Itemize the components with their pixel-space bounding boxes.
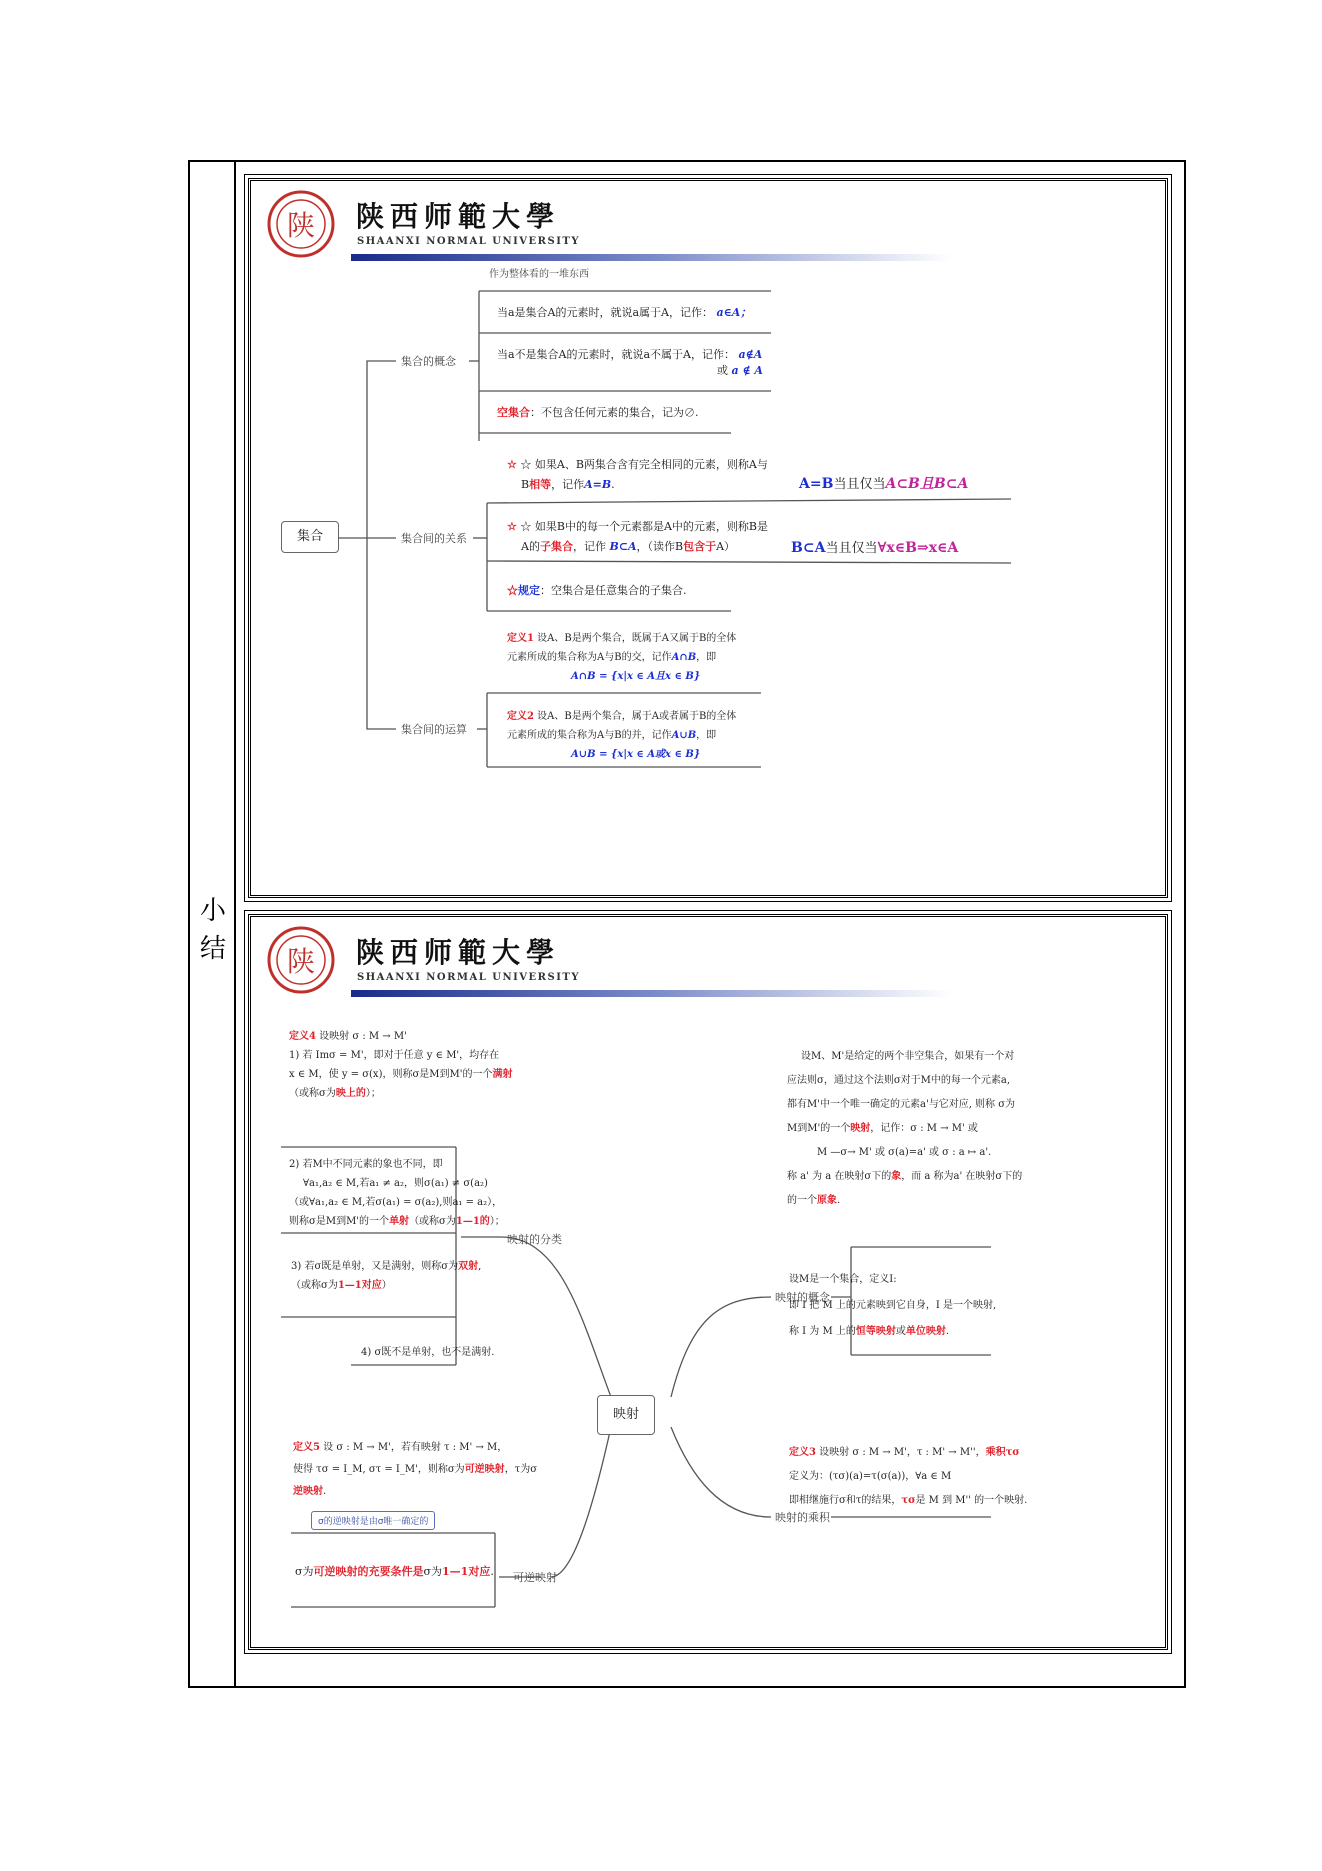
operation-union (507, 707, 736, 764)
union-def-end: ，即 (696, 730, 717, 741)
injection-line4a: 则称σ是M到M'的一个 (289, 1216, 390, 1227)
union-def-label: 定义2 (507, 711, 534, 722)
surjection-term: 满射 (492, 1069, 513, 1080)
relation-subset-term: 子集合 (539, 540, 573, 553)
concept-not-belongs-symbol: a∉A (738, 348, 763, 361)
relation-subset-pre: A的 (521, 540, 540, 553)
root-node-sets: 集合 (281, 521, 339, 553)
identity-line3b: 或 (895, 1326, 906, 1337)
mapping-def-line7a: 的一个 (787, 1195, 817, 1206)
def3-line2: 定义为：(τσ)(a)=τ(σ(a))，∀a ∈ M (789, 1471, 952, 1482)
union-def-line2: 元素所成的集合称为A与B的并，记作 (507, 730, 672, 741)
mapping-definition (787, 1045, 1022, 1213)
university-name-en-2: SHAANXI NORMAL UNIVERSITY (357, 972, 580, 983)
branch-classification: 映射的分类 (507, 1233, 562, 1246)
slide-sets (248, 178, 1168, 898)
relation-subset: ☆ ☆ 如果B中的每一个元素都是A中的元素，则称B是 A的子集合，记作 B⊂A，（读作B包含于A） (507, 520, 768, 553)
concept-belongs-symbol: a∈A； (716, 306, 752, 319)
unit-mapping-term: 单位映射 (905, 1326, 946, 1337)
mapping-def-line7b: . (837, 1195, 841, 1206)
branch-inverse-mapping: 可逆映射 (513, 1571, 557, 1584)
identity-line3c: . (945, 1326, 950, 1337)
relation-subset-post: ，（读作B (636, 540, 684, 553)
identity-line1: 设M是一个集合，定义I: (789, 1274, 897, 1285)
relation-rule (507, 581, 687, 601)
relation-equal-post: ，记作 (551, 478, 585, 491)
svg-text:陕: 陕 (286, 209, 316, 242)
intersection-def-line2: 元素所成的集合称为A与B的交，记作 (507, 652, 672, 663)
branch-concept: 集合的概念 (401, 355, 456, 368)
university-name-cn: 陕西师範大學 (356, 200, 561, 233)
mapping-def-line5: M —σ→ M' 或 σ(a)=a' 或 σ : a ↦ a'. (817, 1147, 992, 1158)
bijection-line2a: （或称σ为 (291, 1280, 338, 1291)
def5-line2a: 使得 τσ = I_M, στ = I_M'，则称σ为 (293, 1464, 465, 1475)
identity-line3a: 称 I 为 M 上的 (789, 1326, 856, 1337)
identity-line2: 即 I 把 M 上的元素映到它自身，I 是一个映射, (789, 1300, 997, 1311)
concept-not-belongs-symbol-alt: a ∉ A (731, 364, 763, 377)
def3-line3a: 即相继施行σ和τ的结果， (789, 1495, 902, 1506)
relation-equal-side-b: 当且仅当 (833, 477, 886, 492)
union-symbol: A∪B (671, 730, 697, 741)
injection-line1: 2) 若M中不同元素的象也不同，即 (289, 1159, 443, 1170)
branch-mapping-concept: 映射的概念 (775, 1291, 830, 1304)
concept-empty-set (497, 403, 699, 423)
inverse-term: 逆映射 (293, 1486, 323, 1497)
concept-not-belongs-alt (717, 361, 763, 381)
inv-cond-b: σ为 (423, 1565, 443, 1578)
relation-subset-side-c: ∀x∈B⇒x∈A (877, 540, 959, 556)
empty-set-label: 空集合 (497, 406, 530, 419)
inv-cond-term2: 1—1对应 (442, 1565, 491, 1578)
concept-belongs-text: 当a是集合A的元素时，就说a属于A，记作： (497, 306, 714, 319)
empty-set-text: ：不包含任何元素的集合，记为∅. (530, 406, 699, 419)
relation-rule-text: ：空集合是任意集合的子集合. (540, 584, 687, 597)
def5-line2b: ，τ为σ (504, 1464, 538, 1475)
def3-line3b: 是 M 到 M'' 的一个映射. (915, 1495, 1028, 1506)
summary-label-cell (190, 162, 236, 1686)
svg-text:陕: 陕 (286, 945, 316, 978)
bijection-line2b: ） (381, 1280, 392, 1291)
identity-mapping (789, 1267, 996, 1345)
def3-label: 定义3 (789, 1447, 816, 1458)
bijection-line1a: 3) 若σ既是单射，又是满射，则称σ为 (291, 1261, 459, 1272)
product-term: 乘积τσ (985, 1447, 1020, 1458)
relation-subset-mid: ，记作 (572, 540, 606, 553)
mapping-def-line1: 设M、M'是给定的两个非空集合，如果有一个对 (801, 1051, 1015, 1062)
relation-equal-line1: ☆ 如果A、B两集合含有完全相同的元素，则称A与 (520, 458, 768, 471)
invertible-condition (295, 1562, 494, 1582)
def4-line1: 设映射 σ : M → M' (315, 1031, 407, 1042)
invertible-term: 可逆映射 (464, 1464, 505, 1475)
one-to-one-term: 1—1的 (455, 1216, 490, 1227)
summary-table (188, 160, 1186, 1688)
def5-line1: 设 σ : M → M'，若有映射 τ : M' → M， (319, 1442, 508, 1453)
def4-surjection (289, 1027, 513, 1103)
def5-inverse (293, 1437, 537, 1503)
neither-case: 4) σ既不是单射，也不是满射. (361, 1347, 495, 1358)
bijection-term: 双射 (458, 1261, 479, 1272)
intersection-def-line1: 设A、B是两个集合，既属于A又属于B的全体 (533, 633, 737, 644)
relation-subset-term2: 包含于 (683, 540, 717, 553)
intersection-symbol: A∩B (671, 652, 697, 663)
def4-line4a: （或称σ为 (289, 1088, 336, 1099)
relation-subset-side-b: 当且仅当 (825, 541, 878, 556)
preimage-term: 原象 (817, 1195, 837, 1206)
injection-line2: ∀a₁,a₂ ∈ M,若a₁ ≠ a₂，则σ(a₁) ≠ σ(a₂) (303, 1178, 488, 1189)
relation-subset-symbol: B⊂A (609, 540, 637, 553)
injection-term: 单射 (389, 1216, 410, 1227)
relation-equal-symbol: A=B (584, 478, 612, 491)
injection-line3: （或∀a₁,a₂ ∈ M,若σ(a₁) = σ(a₂),则a₁ = a₂）， (289, 1197, 503, 1208)
university-name-en: SHAANXI NORMAL UNIVERSITY (357, 236, 580, 247)
def4-label: 定义4 (289, 1031, 316, 1042)
concept-note: 作为整体看的一堆东西 (489, 269, 589, 280)
mapping-def-line4b: ，记作：σ : M → M' 或 (870, 1123, 978, 1134)
branch-operation: 集合间的运算 (401, 723, 467, 736)
def5-line3: . (323, 1486, 327, 1497)
mapping-term: 映射 (850, 1123, 871, 1134)
relation-rule-star: ☆ (507, 584, 518, 597)
relation-subset-end: A） (716, 540, 736, 553)
relation-subset-line1: ☆ 如果B中的每一个元素都是A中的元素，则称B是 (520, 520, 768, 533)
relation-rule-term: 规定 (518, 584, 540, 597)
relation-subset-side-a: B⊂A (791, 540, 826, 556)
identity-term: 恒等映射 (855, 1326, 896, 1337)
def4-line4b: ）； (365, 1088, 381, 1099)
bijection (291, 1257, 481, 1295)
branch-mapping-product: 映射的乘积 (775, 1511, 830, 1524)
relation-subset-side (791, 537, 958, 556)
concept-not-belongs-text: 当a不是集合A的元素时，就说a不属于A，记作： (497, 348, 736, 361)
concept-belongs (497, 303, 751, 323)
relation-equal-side-c: A⊂B且B⊂A (885, 476, 969, 492)
relation-equal-side (799, 473, 968, 493)
mapping-def-line6a: 称 a' 为 a 在映射σ下的 (787, 1171, 892, 1182)
relation-equal: ☆ ☆ 如果A、B两集合含有完全相同的元素，则称A与 B相等，记作A=B. (507, 458, 768, 491)
relation-equal-b: B (521, 478, 530, 491)
product-term-2: τσ (901, 1495, 916, 1506)
intersection-def-end: ，即 (696, 652, 717, 663)
mapping-def-line3: 都有M'中一个唯一确定的元素a'与它对应, 则称 σ为 (787, 1099, 1016, 1110)
image-term: 象 (891, 1171, 902, 1182)
def4-line2: 1) 若 Imσ = M'，即对于任意 y ∈ M'，均存在 (289, 1050, 500, 1061)
operation-intersection (507, 629, 736, 686)
injection-line4c: ）； (489, 1216, 505, 1227)
relation-equal-term: 相等 (529, 478, 552, 491)
relation-equal-side-a: A=B (799, 476, 834, 492)
one-to-one-correspondence: 1—1对应 (337, 1280, 382, 1291)
university-name-cn-2: 陕西师範大學 (356, 936, 561, 969)
inv-cond-term: 可逆映射的充要条件是 (313, 1565, 424, 1578)
concept-or: 或 (717, 364, 728, 377)
mapping-def-line4a: M到M'的一个 (787, 1123, 851, 1134)
inv-cond-a: σ为 (295, 1565, 314, 1578)
def5-label: 定义5 (293, 1442, 320, 1453)
union-formula: A∪B = {x|x ∈ A或x ∈ B} (571, 749, 701, 760)
mapping-def-line6b: ，而 a 称为a' 在映射σ下的 (901, 1171, 1023, 1182)
slide-mappings (248, 914, 1168, 1650)
root-node-mapping: 映射 (597, 1395, 655, 1435)
mapping-def-line2: 应法则σ，通过这个法则σ对于M中的每一个元素a, (787, 1075, 1011, 1086)
summary-label: 小 结 (199, 896, 226, 964)
injection-line4b: （或称σ为 (409, 1216, 456, 1227)
intersection-formula: A∩B = {x|x ∈ A且x ∈ B} (571, 671, 701, 682)
bijection-line1b: , (478, 1261, 482, 1272)
def3-line1: 设映射 σ : M → M'，τ : M' → M''， (815, 1447, 986, 1458)
def3-product (789, 1441, 1027, 1513)
def4-line3: x ∈ M，使 y = σ(x)，则称σ是M到M'的一个 (289, 1069, 493, 1080)
union-def-line1: 设A、B是两个集合，属于A或者属于B的全体 (533, 711, 737, 722)
injection (289, 1155, 505, 1231)
intersection-def-label: 定义1 (507, 633, 534, 644)
inv-cond-c: . (490, 1565, 494, 1578)
branch-relation: 集合间的关系 (401, 532, 467, 545)
onto-term: 映上的 (335, 1088, 366, 1099)
inverse-unique-tag: σ的逆映射是由σ唯一确定的 (311, 1511, 435, 1530)
